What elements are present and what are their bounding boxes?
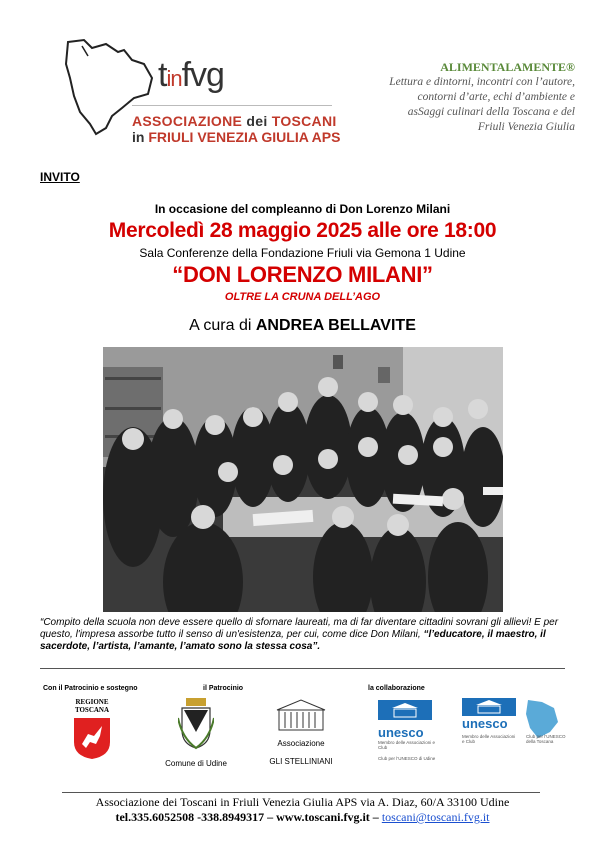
logo-name-line2: in FRIULI VENEZIA GIULIA APS	[132, 129, 341, 145]
divider	[40, 668, 565, 669]
quote-block	[40, 617, 570, 653]
unesco-udine-logo: unesco Membro delle Associazioni e Club Club per l’UNESCO di Udine	[378, 700, 438, 761]
patrocinio-label: il Patrocinio	[203, 685, 244, 692]
footer-contacts: tel.335.6052508 -338.8949317 – www.toscani.fvg.it – toscani@toscani.fvg.it	[115, 810, 490, 824]
building-icon	[273, 696, 329, 732]
alimentalamente-line: Friuli Venezia Giulia	[477, 121, 575, 133]
alimentalamente-line: asSaggi culinari della Toscana e del	[407, 106, 575, 118]
unesco-temple-icon	[378, 700, 432, 720]
invito-heading: INVITO	[40, 170, 80, 184]
email-link[interactable]: toscani@toscani.fvg.it	[381, 810, 490, 824]
unesco-wordmark: unesco	[378, 725, 424, 740]
alimentalamente-block	[335, 60, 575, 135]
regione-toscana-logo: REGIONE TOSCANA	[68, 698, 116, 765]
alimentalamente-line: contorni d’arte, echi d’ambiente e	[417, 91, 575, 103]
event-date: Mercoledì 28 maggio 2025 alle ore 18:00	[108, 219, 497, 242]
stelliniani-logo	[262, 696, 340, 766]
footer-divider	[62, 792, 540, 793]
stelliniani-name-label: GLI STELLINIANI	[269, 757, 333, 766]
event-title: “DON LORENZO MILANI”	[172, 262, 433, 287]
event-subtitle: OLTRE LA CRUNA DELL’AGO	[224, 291, 381, 303]
association-logo	[62, 38, 341, 150]
curator-line: A cura di ANDREA BELLAVITE	[189, 317, 416, 334]
comune-label: Comune di Udine	[165, 759, 227, 768]
udine-coat-of-arms-icon	[178, 698, 214, 750]
footer-address: Associazione dei Toscani in Friuli Venezia Giulia APS via A. Diaz, 60/A 33100 Udine	[95, 795, 510, 809]
collaborazione-label: la collaborazione	[368, 685, 425, 692]
unesco-toscana-logo: unesco Membro delle Associazioni e Club Club per l’UNESCO della Toscana	[462, 698, 572, 745]
curator-name: ANDREA BELLAVITE	[255, 317, 416, 334]
logo-wordmark: tinfvg	[158, 56, 224, 94]
patrocinio-sostegno-label: Con il Patrocinio e sostegno	[43, 685, 138, 692]
alimentalamente-title: ALIMENTALAMENTE®	[440, 60, 575, 74]
pegasus-shield-icon	[72, 716, 112, 760]
stelliniani-assoc-label: Associazione	[277, 739, 325, 748]
unesco-wordmark-2: unesco	[462, 716, 508, 731]
comune-udine-logo	[160, 698, 232, 768]
event-venue: Sala Conferenze della Fondazione Friuli via Gemona 1 Udine	[139, 246, 466, 260]
group-photo	[103, 347, 503, 612]
quote-text: “Compito della scuola non deve essere quello di sfornare laureati, ma di far diventare cittadini sovrani gli allievi! E per questo, l'impresa assorbe tutto il senso di un'esistenza, per cui, come dice Don Milani,	[40, 617, 559, 640]
alimentalamente-line: Lettura e dintorni, incontri con l’autore,	[389, 76, 575, 88]
occasion-line: In occasione del compleanno di Don Lorenzo Milani	[154, 202, 451, 216]
quote-bold: “l’educatore, il maestro, il sacerdote, l’artista, l’amante, l’amato sono la stessa cosa”.	[40, 629, 546, 652]
logo-divider	[132, 105, 332, 106]
logo-name-line1: ASSOCIAZIONE dei TOSCANI	[132, 113, 337, 129]
